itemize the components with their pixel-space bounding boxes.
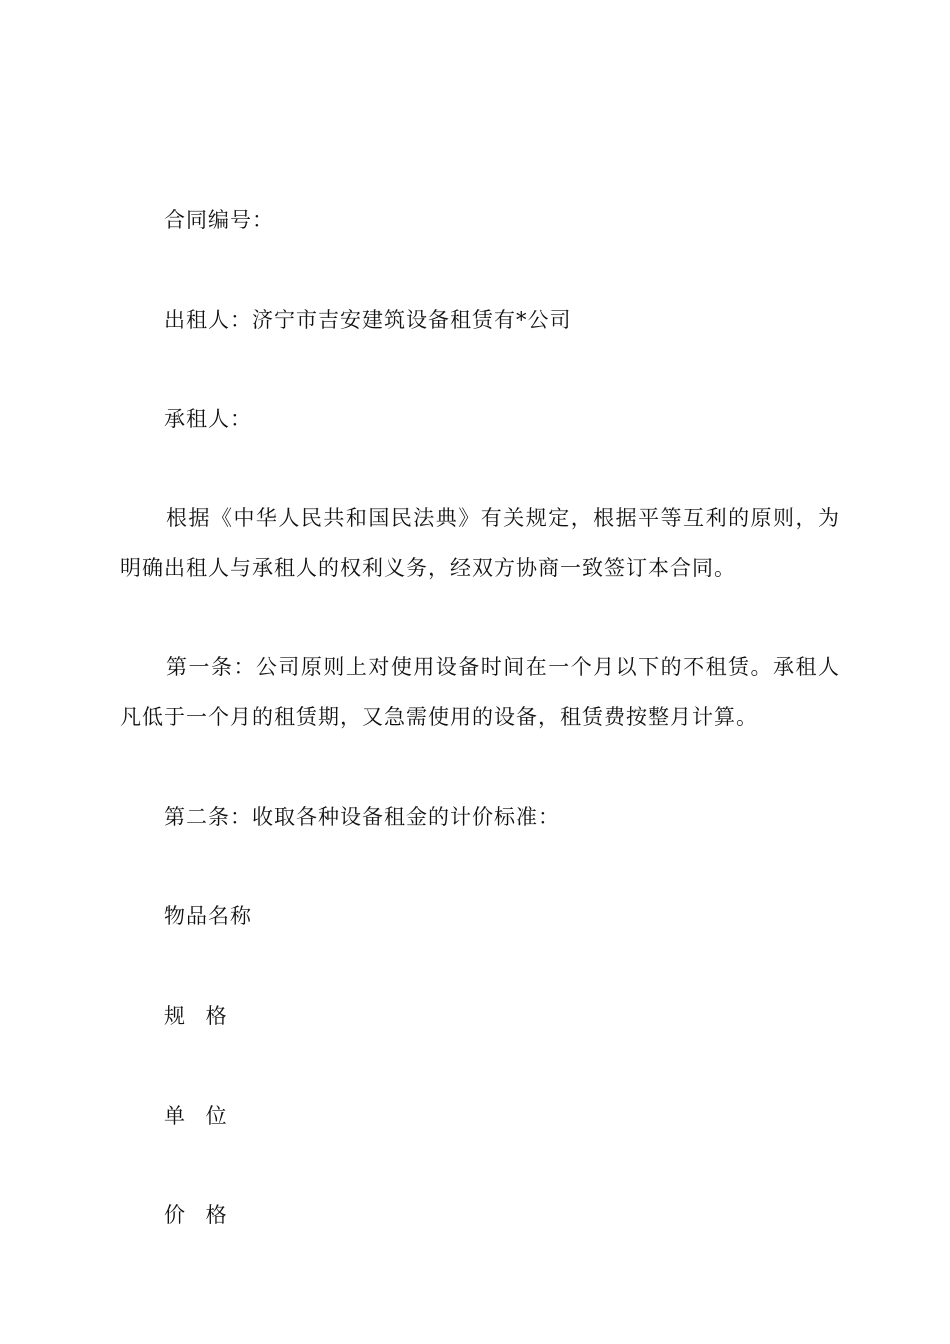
preamble-paragraph: 根据《中华人民共和国民法典》有关规定，根据平等互利的原则，为明确出租人与承租人的权利义务，经双方协商一致签订本合同。 <box>120 506 840 580</box>
header-item-name: 物品名称 <box>164 904 252 928</box>
article-2-line: 第二条：收取各种设备租金的计价标准： <box>164 805 560 829</box>
lessor-line: 出租人：济宁市吉安建筑设备租赁有*公司 <box>164 308 572 332</box>
article-1-paragraph: 第一条：公司原则上对使用设备时间在一个月以下的不租赁。承租人凡低于一个月的租赁期，又急需使用的设备，租赁费按整月计算。 <box>120 655 840 729</box>
header-unit: 单 位 <box>164 1104 228 1128</box>
contract-number-label: 合同编号： <box>164 208 274 232</box>
lessee-line: 承租人： <box>164 407 252 431</box>
header-price: 价 格 <box>164 1203 228 1227</box>
header-spec: 规 格 <box>164 1004 228 1028</box>
